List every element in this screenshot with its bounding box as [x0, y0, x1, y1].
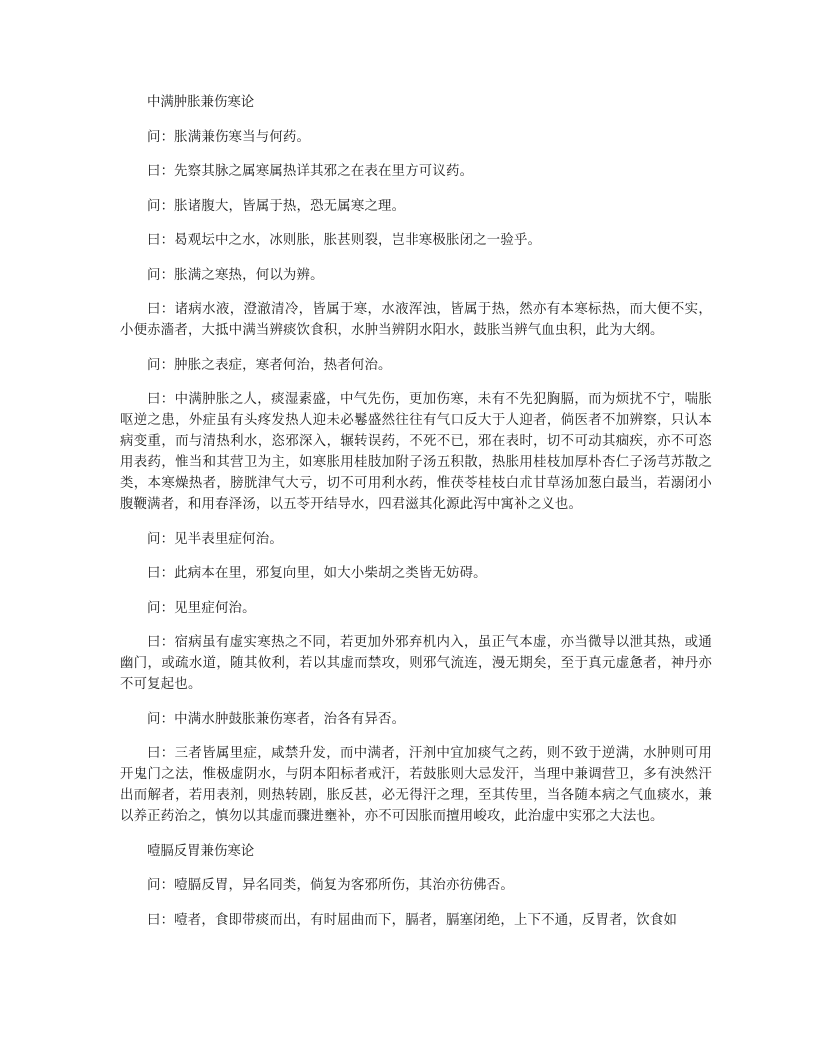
answer-paragraph: 曰：噎者，食即带痰而出，有时屈曲而下，膈者，膈塞闭绝，上下不通，反胃者，饮食如 — [147, 912, 678, 928]
section-heading: 中满肿胀兼伤寒论 — [147, 95, 255, 110]
question-paragraph: 问：噎膈反胃，异名同类，倘复为客邪所伤，其治亦彷佛否。 — [147, 878, 514, 893]
question-paragraph: 问：胀满兼伤寒当与何药。 — [147, 129, 311, 145]
answer-paragraph: 曰：三者皆属里症，咸禁升发，而中满者，汗剂中宜加痰气之药，则不致于逆满，水肿则可用开鬼门之法，惟极虚阴水，与阴本阳标者戒汗，若鼓胀则大忌发汗，当理中兼调营卫，多有泱然汗出而解者，若用表剂，则热转剧，胀反甚，必无得汗之理，至其传里，当各随本病之气血痰水，兼以养正药治之，慎勿以其虚而骤进壅补，亦不可因胀而擅用峻攻，此治虚中实邪之大法也。 — [120, 746, 712, 824]
answer-paragraph: 曰：此病本在里，邪复向里，如大小柴胡之类皆无妨碍。 — [147, 566, 487, 581]
question-paragraph: 问：胀满之寒热，何以为辨。 — [147, 267, 324, 283]
answer-paragraph: 曰：宿病虽有虚实寒热之不同，若更加外邪弃机内入，虽正气本虚，亦当微导以泄其热，或通幽门，或疏水道，随其攸利，若以其虚而禁攻，则邪气流连，漫无期矣，至于真元虚惫者，神丹亦不可复起也。 — [120, 635, 712, 692]
answer-paragraph: 曰：先察其脉之属寒属热详其邪之在表在里方可议药。 — [147, 164, 474, 179]
question-paragraph: 问：见半表里症何治。 — [147, 531, 283, 547]
question-paragraph: 问：中满水肿鼓胀兼伤寒者，治各有异否。 — [147, 711, 406, 727]
question-paragraph: 问：胀诸腹大，皆属于热，恐无属寒之理。 — [147, 198, 406, 214]
answer-paragraph: 曰：诸病水液，澄澈清冷，皆属于寒，水液浑浊，皆属于热，然亦有本寒标热，而大便不实，小便赤濇者，大抵中满当辨痰饮食积，水肿当辨阴水阳水，鼓胀当辨气血虫积，此为大纲。 — [120, 302, 712, 338]
question-paragraph: 问：见里症何治。 — [147, 600, 256, 616]
document-page — [120, 92, 712, 944]
section-heading: 噎膈反胃兼伤寒论 — [147, 843, 255, 859]
answer-paragraph: 曰：曷观坛中之水，冰则胀，胀甚则裂，岂非寒极胀闭之一验乎。 — [147, 233, 542, 248]
answer-paragraph: 曰：中满肿胀之人，痰湿素盛，中气先伤，更加伤寒，未有不先犯胸膈，而为烦扰不宁，喘胀呕逆之患，外症虽有头疼发热人迎未必鬈盛然往往有气口反大于人迎者，倘医者不加辨察，只认本病变重，而与清热利水，恣邪深入，辗转误药，不死不已，邪在表时，切不可动其痼疾，亦不可恣用表药，惟当和其营卫为主，如寒胀用桂肢加附子汤五积散，热胀用桂枝加厚朴杏仁子汤芎苏散之类，本寒燥热者，膀胱津气大亏，切不可用利水药，惟茯苓桂枝白朮甘草汤加葱白最当，若溺闭小腹鞭满者，和用春泽汤，以五苓开结导水，四君滋其化源此泻中寓补之义也。 — [120, 392, 712, 512]
question-paragraph: 问：肿胀之表症，寒者何治，热者何治。 — [147, 357, 392, 373]
